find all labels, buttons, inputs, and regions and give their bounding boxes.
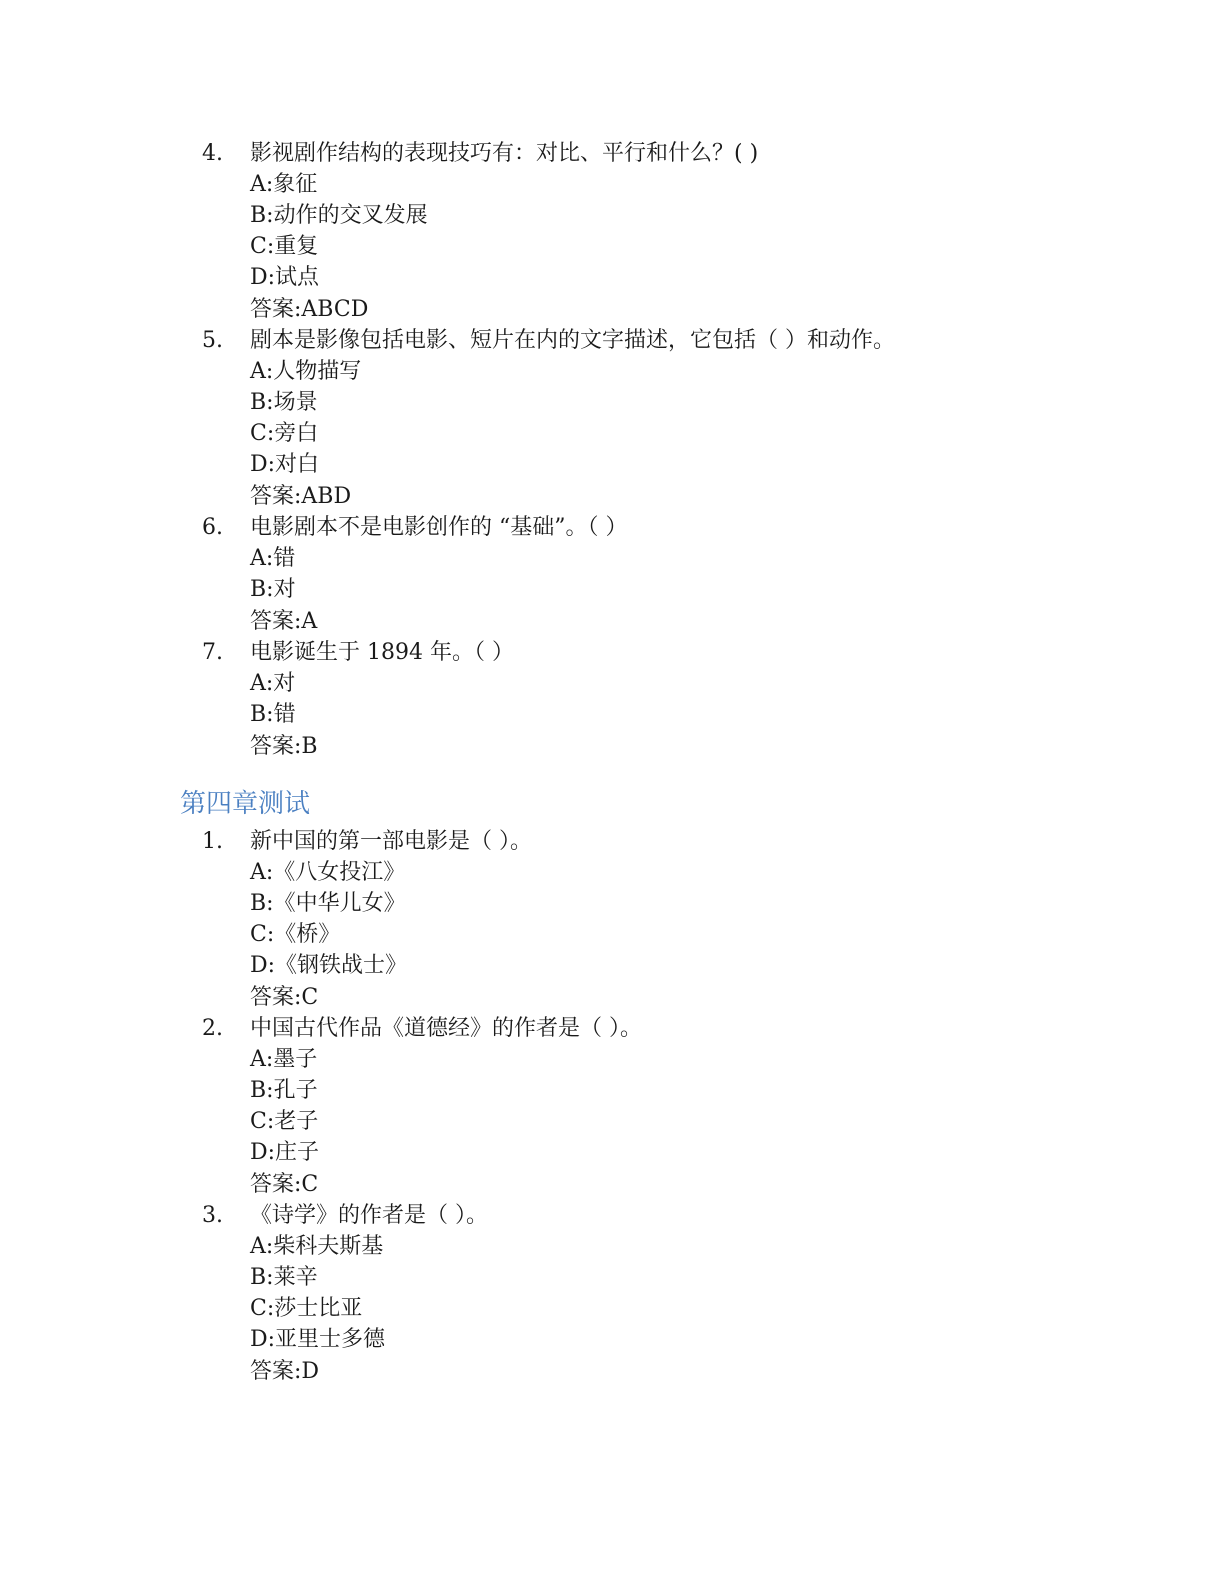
question-1 [0,826,1224,1013]
question-2 [0,1013,1224,1200]
question-5 [0,325,1224,512]
option-d: D:亚里士多德 [250,1327,386,1352]
question-3 [0,1200,1224,1387]
option-a: A:墨子 [250,1047,318,1072]
option-d: D:试点 [250,265,320,290]
question-text: 新中国的第一部电影是（ ）。 [250,829,532,854]
question-stem [0,1013,1224,1044]
question-stem [0,325,1224,356]
answer: 答案:D [250,1359,320,1384]
question-7 [0,637,1224,762]
option-a: A:错 [250,546,296,571]
option-a: A:对 [250,671,296,696]
question-text: 中国古代作品《道德经》的作者是（ ）。 [250,1016,642,1041]
option-b: B:莱辛 [250,1265,318,1290]
chapter-heading: 第四章测试 [180,789,311,819]
question-text: 影视剧作结构的表现技巧有：对比、平行和什么？( ) [250,141,759,166]
answer: 答案:A [250,609,318,634]
option-b: B:错 [250,702,296,727]
question-4 [0,138,1224,325]
option-c: C:老子 [250,1109,319,1134]
question-number: 5. [202,328,223,353]
question-text: 电影诞生于 1894 年。（ ） [250,640,514,665]
option-a: A:柴科夫斯基 [250,1234,384,1259]
option-d: D:对白 [250,452,320,477]
option-b: B:孔子 [250,1078,318,1103]
question-stem [0,512,1224,543]
option-c: C:莎士比亚 [250,1296,363,1321]
chapter-3-questions [0,138,1224,762]
answer: 答案:ABD [250,484,352,509]
chapter-4-test [0,784,1224,1387]
option-d: D:庄子 [250,1140,320,1165]
option-d: D:《钢铁战士》 [250,953,408,978]
option-a: A:《八女投江》 [250,860,406,885]
answer: 答案:ABCD [250,297,369,322]
question-6 [0,512,1224,637]
option-b: B:场景 [250,390,318,415]
question-number: 7. [202,640,223,665]
answer: 答案:B [250,734,318,759]
question-stem [0,637,1224,668]
question-number: 2. [202,1016,223,1041]
question-stem [0,1200,1224,1231]
question-text: 《诗学》的作者是（ ）。 [250,1203,488,1228]
question-number: 6. [202,515,223,540]
question-number: 1. [202,829,223,854]
option-c: C:旁白 [250,421,319,446]
question-number: 3. [202,1203,223,1228]
option-a: A:人物描写 [250,359,362,384]
option-c: C:《桥》 [250,922,341,947]
answer: 答案:C [250,1172,319,1197]
question-stem [0,138,1224,169]
option-c: C:重复 [250,234,319,259]
option-a: A:象征 [250,172,318,197]
option-b: B:对 [250,577,296,602]
option-b: B:《中华儿女》 [250,891,406,916]
question-text: 剧本是影像包括电影、短片在内的文字描述，它包括（ ）和动作。 [250,328,895,353]
question-text: 电影剧本不是电影创作的 “基础”。（ ） [250,515,628,540]
answer: 答案:C [250,985,319,1010]
option-b: B:动作的交叉发展 [250,203,428,228]
question-number: 4. [202,141,223,166]
question-stem [0,826,1224,857]
